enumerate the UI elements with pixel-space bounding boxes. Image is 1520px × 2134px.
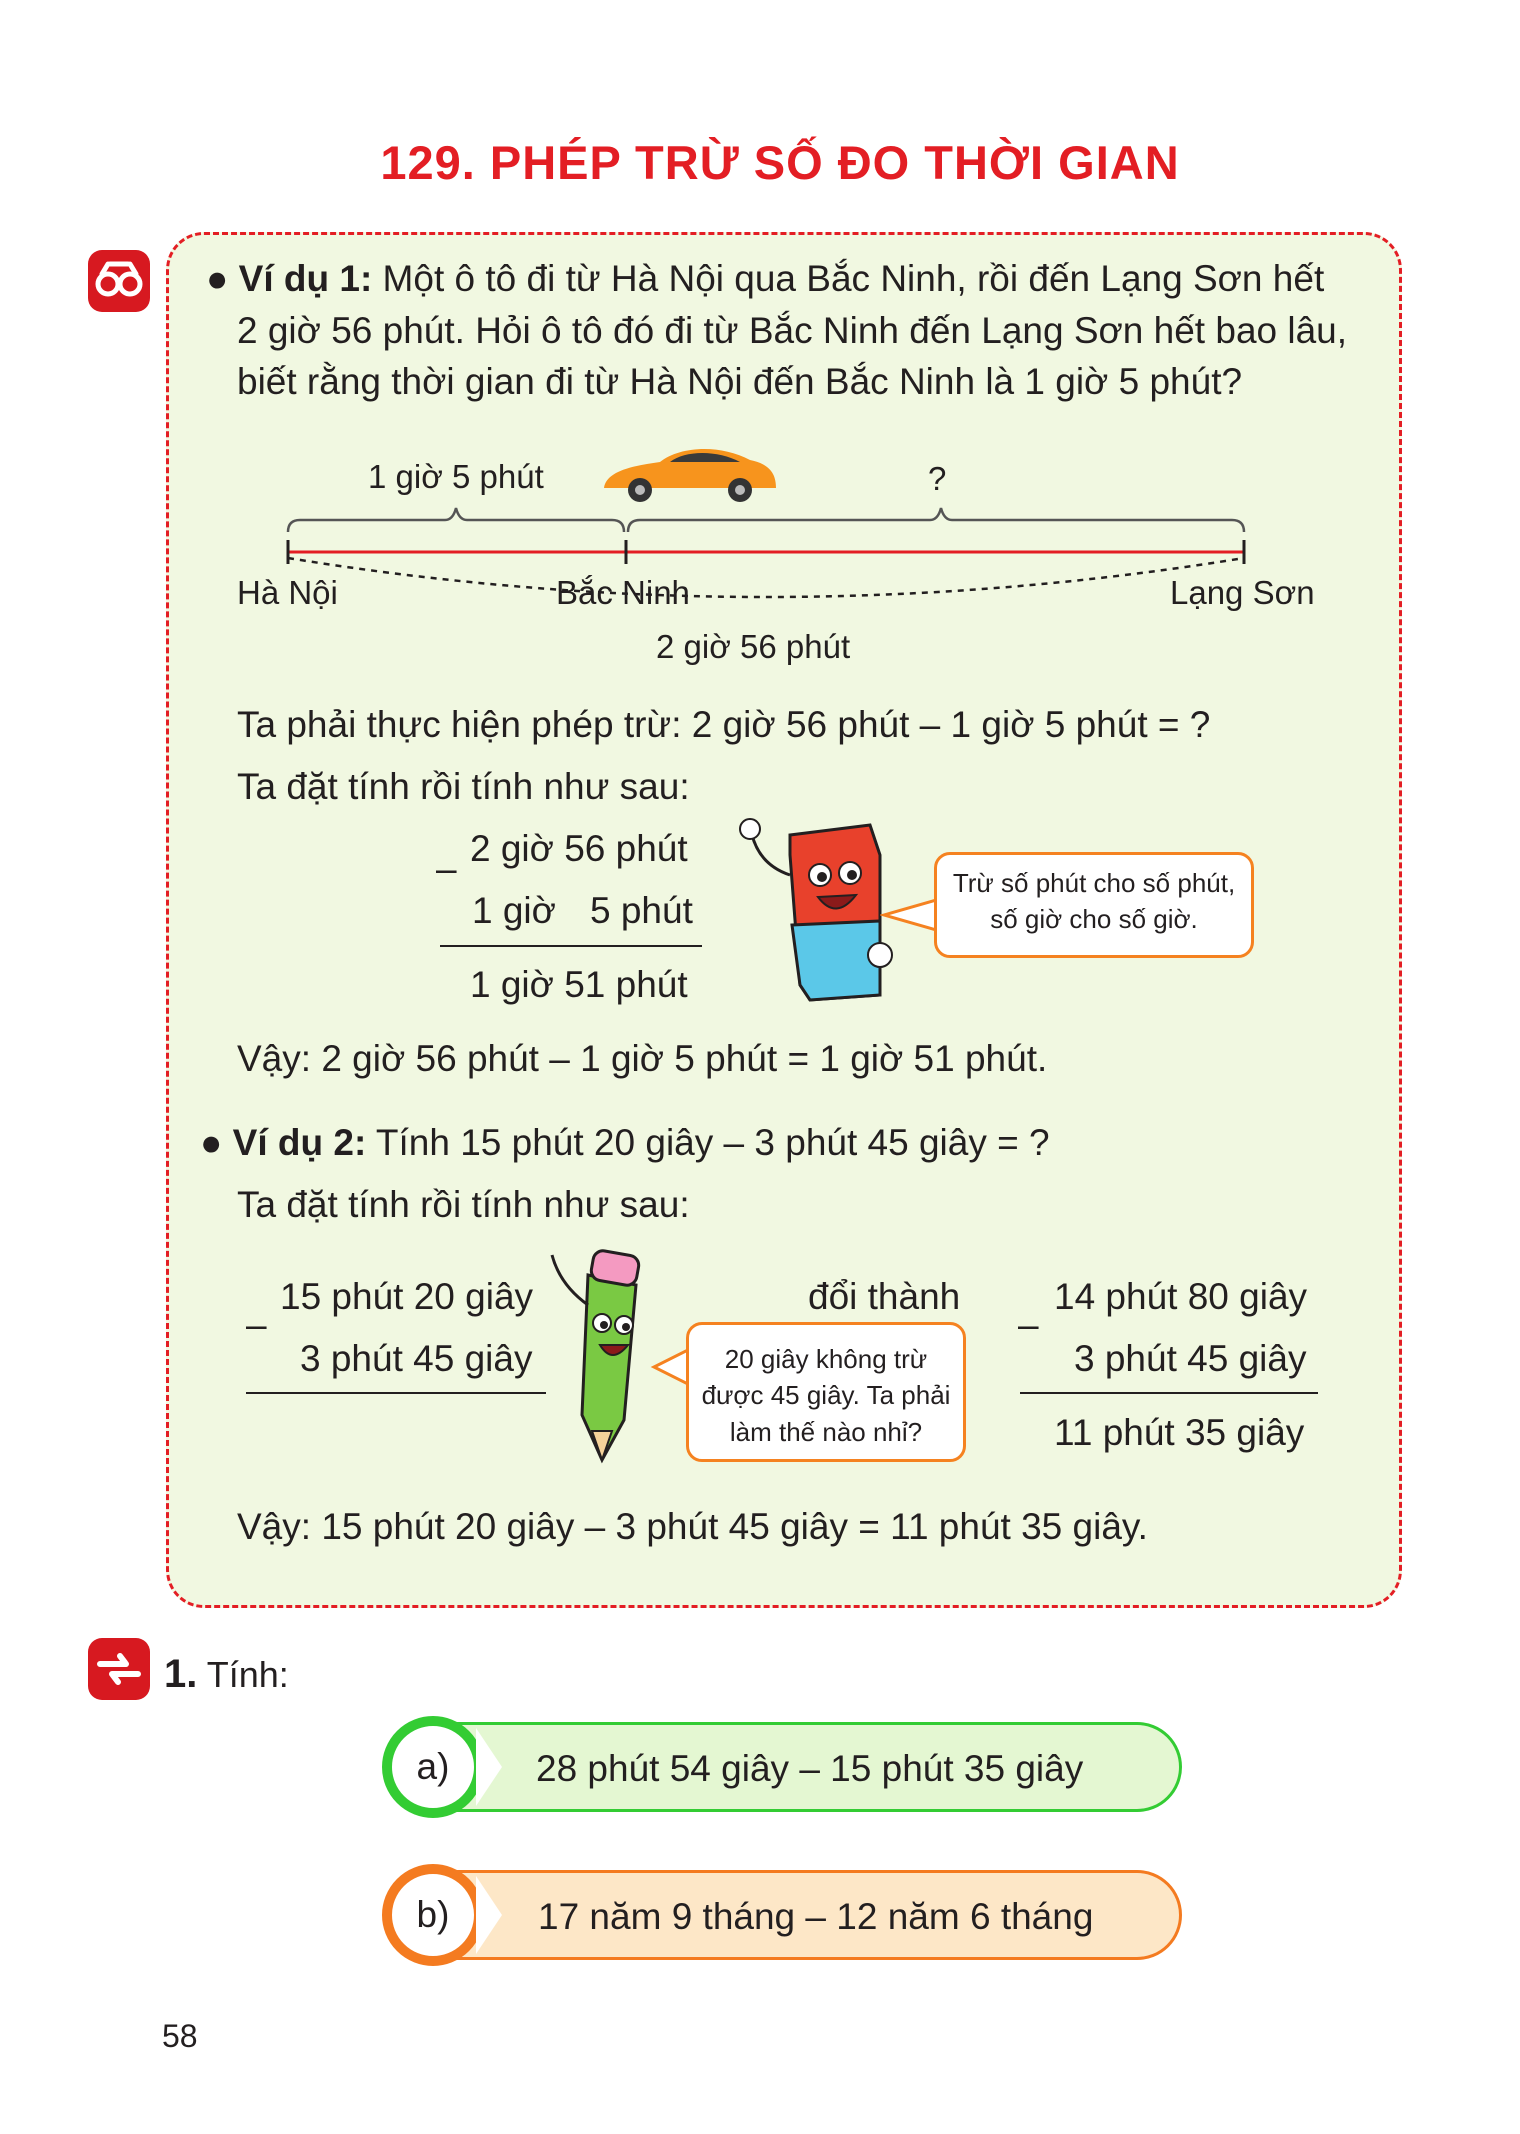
segment1-label: 1 giờ 5 phút xyxy=(368,458,544,495)
exercise-number: 1. xyxy=(164,1652,198,1696)
example2-text: Tính 15 phút 20 giây – 3 phút 45 giây = ? xyxy=(375,1122,1050,1163)
eraser-character-icon xyxy=(730,815,900,1005)
page-number: 58 xyxy=(162,2018,198,2054)
segment2-label: ? xyxy=(928,460,947,497)
total-arc xyxy=(288,558,1244,597)
calc2-right-result: 11 phút 35 giây xyxy=(1054,1412,1305,1453)
binoculars-icon xyxy=(88,250,150,312)
bubble1-line1: Trừ số phút cho số phút, xyxy=(952,868,1236,898)
speech-bubble-2 xyxy=(686,1322,966,1462)
item-a-arrow xyxy=(476,1728,516,1806)
item-b-arrow xyxy=(476,1876,516,1954)
end-label: Lạng Sơn xyxy=(1170,574,1315,611)
bubble2-line3: làm thế nào nhỉ? xyxy=(729,1416,923,1447)
bubble1-tail xyxy=(880,895,940,935)
calc2-left-minus: – xyxy=(246,1304,267,1345)
example2-setup: Ta đặt tính rồi tính như sau: xyxy=(237,1184,690,1225)
calc1-top: 2 giờ 56 phút xyxy=(470,828,688,869)
calc1-minus: – xyxy=(436,848,457,889)
bullet: ● xyxy=(200,1122,233,1163)
example1-line3: biết rằng thời gian đi từ Hà Nội đến Bắc Ninh là 1 giờ 5 phút? xyxy=(237,361,1243,402)
practice-arrow-icon xyxy=(88,1638,150,1700)
exercise-instruction: Tính: xyxy=(206,1654,289,1695)
calc1-result: 1 giờ 51 phút xyxy=(470,964,688,1005)
speech-bubble-1 xyxy=(934,852,1254,958)
calc2-left-bottom: 3 phút 45 giây xyxy=(300,1338,533,1379)
calc2-left-top: 15 phút 20 giây xyxy=(280,1276,534,1317)
calc1-rule xyxy=(440,945,702,947)
example1-paragraph xyxy=(206,260,1324,297)
bullet: ● xyxy=(206,258,239,299)
bubble2-line1: 20 giây không trừ xyxy=(724,1344,928,1374)
example1-need: Ta phải thực hiện phép trừ: 2 giờ 56 phút – 1 giờ 5 phút = ? xyxy=(237,704,1211,745)
brace-left xyxy=(288,508,624,532)
middle-label: Bắc Ninh xyxy=(556,574,690,611)
page-title: 129. PHÉP TRỪ SỐ ĐO THỜI GIAN xyxy=(380,136,1180,189)
example1-line2: 2 giờ 56 phút. Hỏi ô tô đó đi từ Bắc Ninh đến Lạng Sơn hết bao lâu, xyxy=(237,310,1348,351)
exercise-item-a-text: 28 phút 54 giây – 15 phút 35 giây xyxy=(536,1748,1084,1789)
brace-right xyxy=(628,508,1244,532)
exercise-item-a-label: a) xyxy=(382,1716,484,1818)
example1-label: Ví dụ 1: xyxy=(238,258,373,299)
convert-label: đổi thành xyxy=(808,1276,961,1317)
calc2-right-bottom: 3 phút 45 giây xyxy=(1074,1338,1307,1379)
exercise-heading xyxy=(164,1654,289,1694)
example1-line1: Một ô tô đi từ Hà Nội qua Bắc Ninh, rồi đến Lạng Sơn hết xyxy=(382,258,1325,299)
calc2-right-top: 14 phút 80 giây xyxy=(1054,1276,1308,1317)
example2-label: Ví dụ 2: xyxy=(232,1122,367,1163)
exercise-item-b-text: 17 năm 9 tháng – 12 năm 6 tháng xyxy=(538,1896,1094,1937)
calc2-left-rule xyxy=(246,1392,546,1394)
calc1-sub-minutes: 5 phút xyxy=(590,890,693,931)
total-label: 2 giờ 56 phút xyxy=(656,628,851,665)
example1-conclusion: Vậy: 2 giờ 56 phút – 1 giờ 5 phút = 1 giờ 51 phút. xyxy=(237,1038,1048,1079)
start-label: Hà Nội xyxy=(237,574,338,611)
example2-conclusion: Vậy: 15 phút 20 giây – 3 phút 45 giây = 11 phút 35 giây. xyxy=(237,1506,1148,1547)
exercise-item-b-label: b) xyxy=(382,1864,484,1966)
example2-paragraph xyxy=(200,1124,1050,1161)
car-icon xyxy=(604,449,776,502)
bubble2-tail xyxy=(650,1345,690,1389)
bubble1-line2: số giờ cho số giờ. xyxy=(990,904,1198,935)
calc1-sub-hours: 1 giờ xyxy=(472,890,556,931)
calc2-right-rule xyxy=(1020,1392,1318,1394)
calc2-right-minus: – xyxy=(1018,1304,1039,1345)
example1-setup: Ta đặt tính rồi tính như sau: xyxy=(237,766,690,807)
bubble2-line2: được 45 giây. Ta phải xyxy=(701,1380,951,1411)
